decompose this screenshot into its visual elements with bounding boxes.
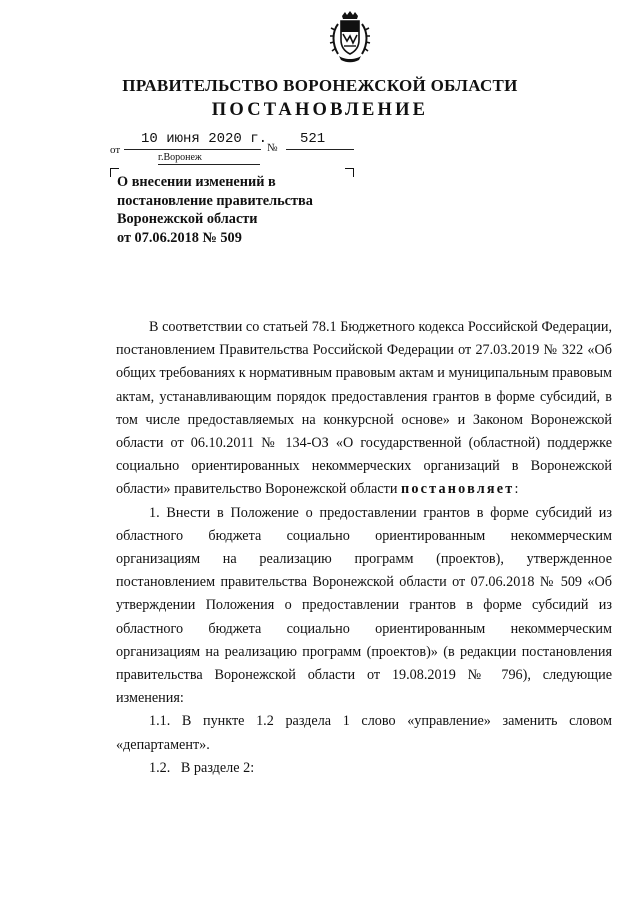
document-subject [117,173,313,247]
date-underline [124,149,261,150]
number-underline [286,149,354,150]
coat-of-arms-icon [329,10,371,64]
preamble-text: В соответствии со статьей 78.1 Бюджетного кодекса Российской Федерации, постановлением Правительства Российской Федерации от 27.03.2019 № 322 «Об общих требованиях к нормативным правовым актам и муниципальным правовым актам, устанавливающим порядок предоставления грантов в форме субсидий, в том числе предоставляемых на конкурсной основе» и Законом Воронежской области от 06.10.2011 № 134-ОЗ «О государственной (областной) поддержке социально ориентированных некоммерческих организаций в Воронежской области» правительство Воронежской области [116,319,612,498]
item-1-paragraph: 1. Внести в Положение о предоставлении грантов в форме субсидий из областного бюджета социально ориентированным некоммерческим организациям на реализацию программ (проектов), утвержденное постановлением правительства Воронежской области от 07.06.2018 № 509 «Об утверждении Положения о предоставлении грантов в форме субсидий из областного бюджета социально ориентированным некоммерческим организациям на реализацию программ (проектов)» (в редакции постановления правительства Воронежской области от 19.08.2019 № 796), следующие изменения: [116,504,612,707]
decree-word: постановляет [400,481,515,498]
number-prefix: № [267,142,278,154]
government-title: ПРАВИТЕЛЬСТВО ВОРОНЕЖСКОЙ ОБЛАСТИ [122,76,518,95]
subject-line: от 07.06.2018 № 509 [117,229,242,246]
subject-line: постановление правительства [117,192,313,209]
preamble-paragraph [116,316,612,502]
city-underline [158,164,260,165]
decree-colon: : [514,481,519,498]
subject-line: Воронежской области [117,211,258,228]
document-number: 521 [300,131,326,147]
subject-line: О внесении изменений в [117,174,276,190]
document-body [116,316,612,780]
document-date: 10 июня 2020 г. [141,131,268,147]
document-type-title: ПОСТАНОВЛЕНИЕ [211,100,429,120]
date-prefix: от [110,144,121,156]
subject-corner-right [345,168,354,177]
item-1-1-paragraph: 1.1. В пункте 1.2 раздела 1 слово «управление» заменить словом «департамент». [116,713,612,753]
item-1-2-paragraph: 1.2. В разделе 2: [149,759,255,776]
city-label: г.Воронеж [158,152,202,163]
